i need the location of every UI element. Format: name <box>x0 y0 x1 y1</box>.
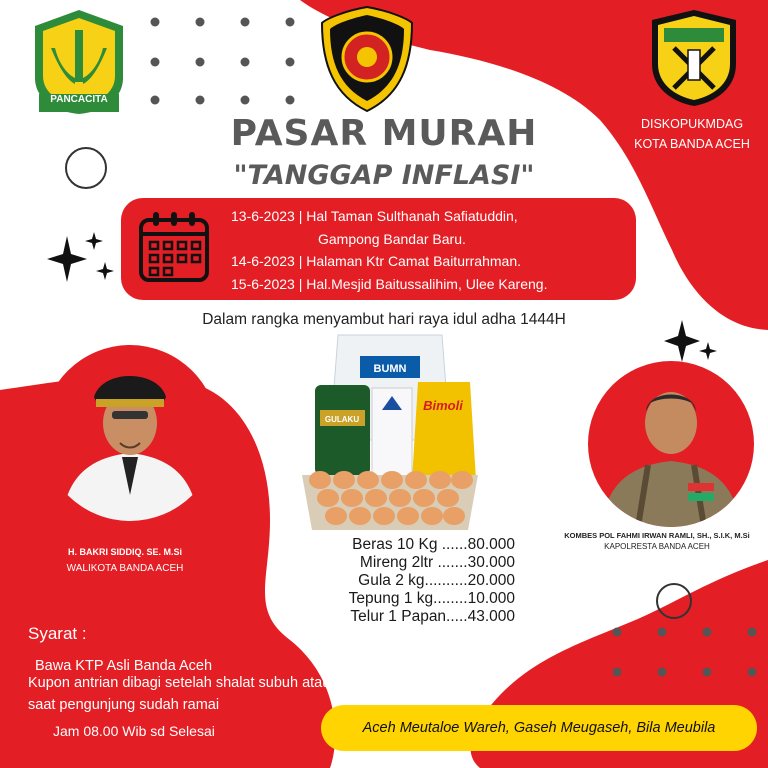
page-title: PASAR MURAH <box>230 113 538 154</box>
page-subtitle: "TANGGAP INFLASI" <box>233 160 535 191</box>
schedule-line-1: 13-6-2023 | Hal Taman Sulthanah Safiatuddin, <box>231 208 518 224</box>
schedule-line-2: Gampong Bandar Baru. <box>318 231 466 247</box>
requirement-item: Kupon antrian dibagi setelah shalat subuh atau <box>28 675 331 691</box>
calendar-icon <box>137 210 211 286</box>
schedule-line-4: 15-6-2023 | Hal.Mesjid Baitussalihim, Ulee Kareng. <box>231 276 548 292</box>
schedule-line-3: 14-6-2023 | Halaman Ktr Camat Baiturrahman. <box>231 253 521 269</box>
price-item-mireng: Mireng 2ltr .......30.000 <box>359 554 515 571</box>
price-item-tepung: Tepung 1 kg........10.000 <box>348 590 515 607</box>
slogan-banner: Aceh Meutaloe Wareh, Gaseh Meugaseh, Bila Meubila <box>321 705 757 751</box>
dot-grid-bottom <box>600 620 768 680</box>
intro-text: Dalam rangka menyambut hari raya idul adha 1444H <box>202 311 566 328</box>
department-line1: DISKOPUKMDAG <box>640 117 744 131</box>
right-person-photo <box>588 361 754 527</box>
right-person-role: KAPOLRESTA BANDA ACEH <box>604 542 710 551</box>
dot-grid-top <box>140 10 310 110</box>
opening-hours: Jam 08.00 Wib sd Selesai <box>53 723 215 739</box>
requirements-title: Syarat : <box>28 624 87 643</box>
price-item-telur: Telur 1 Papan.....43.000 <box>350 608 515 625</box>
price-item-gula: Gula 2 kg..........20.000 <box>358 572 515 589</box>
price-item-beras: Beras 10 Kg ......80.000 <box>352 536 515 553</box>
price-list <box>300 536 515 626</box>
circle-outline-icon <box>654 581 694 621</box>
requirement-item: saat pengunjung sudah ramai <box>28 697 220 713</box>
right-person-name: KOMBES POL FAHMI IRWAN RAMLI, SH., S.I.K, M.Si <box>564 531 750 540</box>
requirement-item: Bawa KTP Asli Banda Aceh <box>35 658 213 674</box>
left-person-caption <box>35 539 215 583</box>
right-person-caption <box>548 531 766 551</box>
left-person-name: H. BAKRI SIDDIQ. SE. M.Si <box>67 547 182 557</box>
schedule-box <box>121 198 636 300</box>
department-line2: KOTA BANDA ACEH <box>634 137 750 151</box>
left-person-photo <box>42 345 218 521</box>
logo-left-text: PANCACITA <box>50 94 108 105</box>
banda-aceh-emblem-logo <box>650 8 738 108</box>
bag-label: BUMN <box>373 363 407 375</box>
oil-label: Bimoli <box>423 398 463 413</box>
police-emblem-logo <box>320 5 414 113</box>
pack-label: GULAKU <box>324 415 360 424</box>
left-person-role: WALIKOTA BANDA ACEH <box>66 563 184 574</box>
sparkle-icon <box>42 228 118 290</box>
groceries-image <box>300 330 480 535</box>
